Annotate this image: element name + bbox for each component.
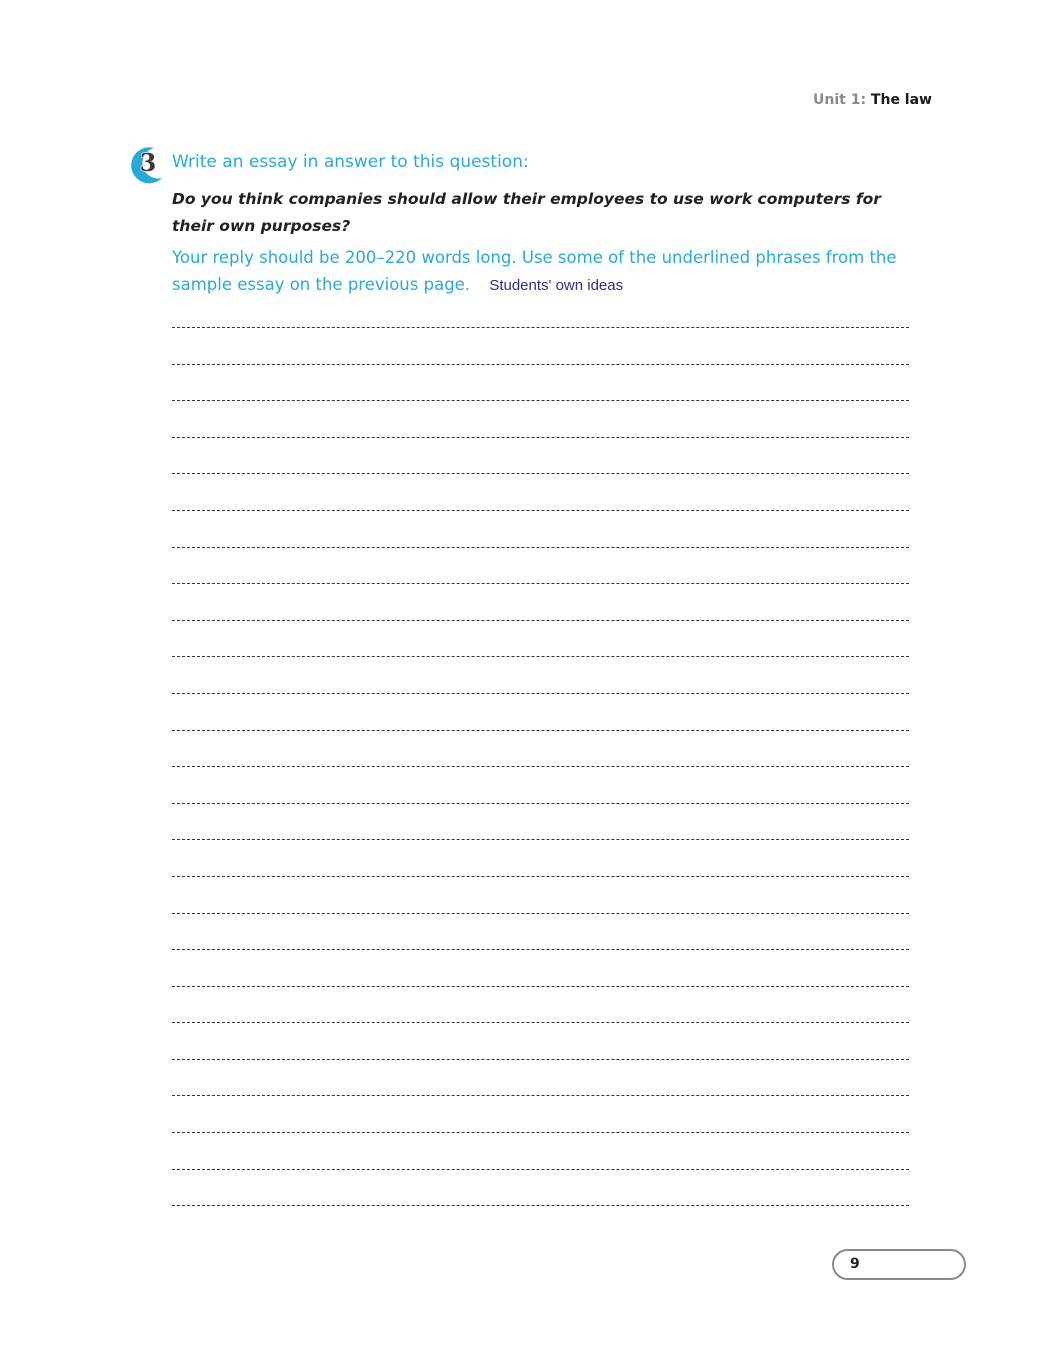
writing-line[interactable] [172, 620, 909, 621]
page-header [813, 92, 932, 108]
writing-line[interactable] [172, 583, 909, 584]
writing-line[interactable] [172, 1095, 909, 1096]
unit-title: The law [870, 92, 932, 108]
writing-line[interactable] [172, 1022, 909, 1023]
answer-note: Students' own ideas [489, 277, 624, 294]
writing-line[interactable] [172, 949, 909, 950]
writing-line[interactable] [172, 1132, 909, 1133]
reply-instruction-text: Your reply should be 200–220 words long. Use some of the underlined phrases from the sample essay on the previous page. [172, 248, 897, 294]
writing-line[interactable] [172, 986, 909, 987]
writing-line[interactable] [172, 547, 909, 548]
exercise-number: 3 [139, 148, 157, 177]
writing-line[interactable] [172, 327, 909, 328]
writing-line[interactable] [172, 803, 909, 804]
essay-question: Do you think companies should allow their employees to use work computers for their own purposes? [172, 190, 881, 235]
writing-line[interactable] [172, 693, 909, 694]
writing-line[interactable] [172, 400, 909, 401]
page-number: 9 [850, 1256, 860, 1272]
writing-line[interactable] [172, 876, 909, 877]
writing-line[interactable] [172, 473, 909, 474]
writing-line[interactable] [172, 364, 909, 365]
writing-line[interactable] [172, 656, 909, 657]
reply-instruction [172, 244, 912, 299]
exercise-instruction: Write an essay in answer to this question: [172, 152, 529, 172]
writing-line[interactable] [172, 1205, 909, 1206]
writing-line[interactable] [172, 730, 909, 731]
writing-line[interactable] [172, 437, 909, 438]
writing-line[interactable] [172, 510, 909, 511]
exercise-number-badge [128, 144, 168, 184]
writing-line[interactable] [172, 1169, 909, 1170]
writing-lines[interactable] [172, 327, 909, 1242]
writing-line[interactable] [172, 766, 909, 767]
page-number-box [832, 1249, 966, 1280]
writing-line[interactable] [172, 839, 909, 840]
writing-line[interactable] [172, 913, 909, 914]
unit-label: Unit 1: [813, 92, 867, 108]
writing-line[interactable] [172, 1059, 909, 1060]
